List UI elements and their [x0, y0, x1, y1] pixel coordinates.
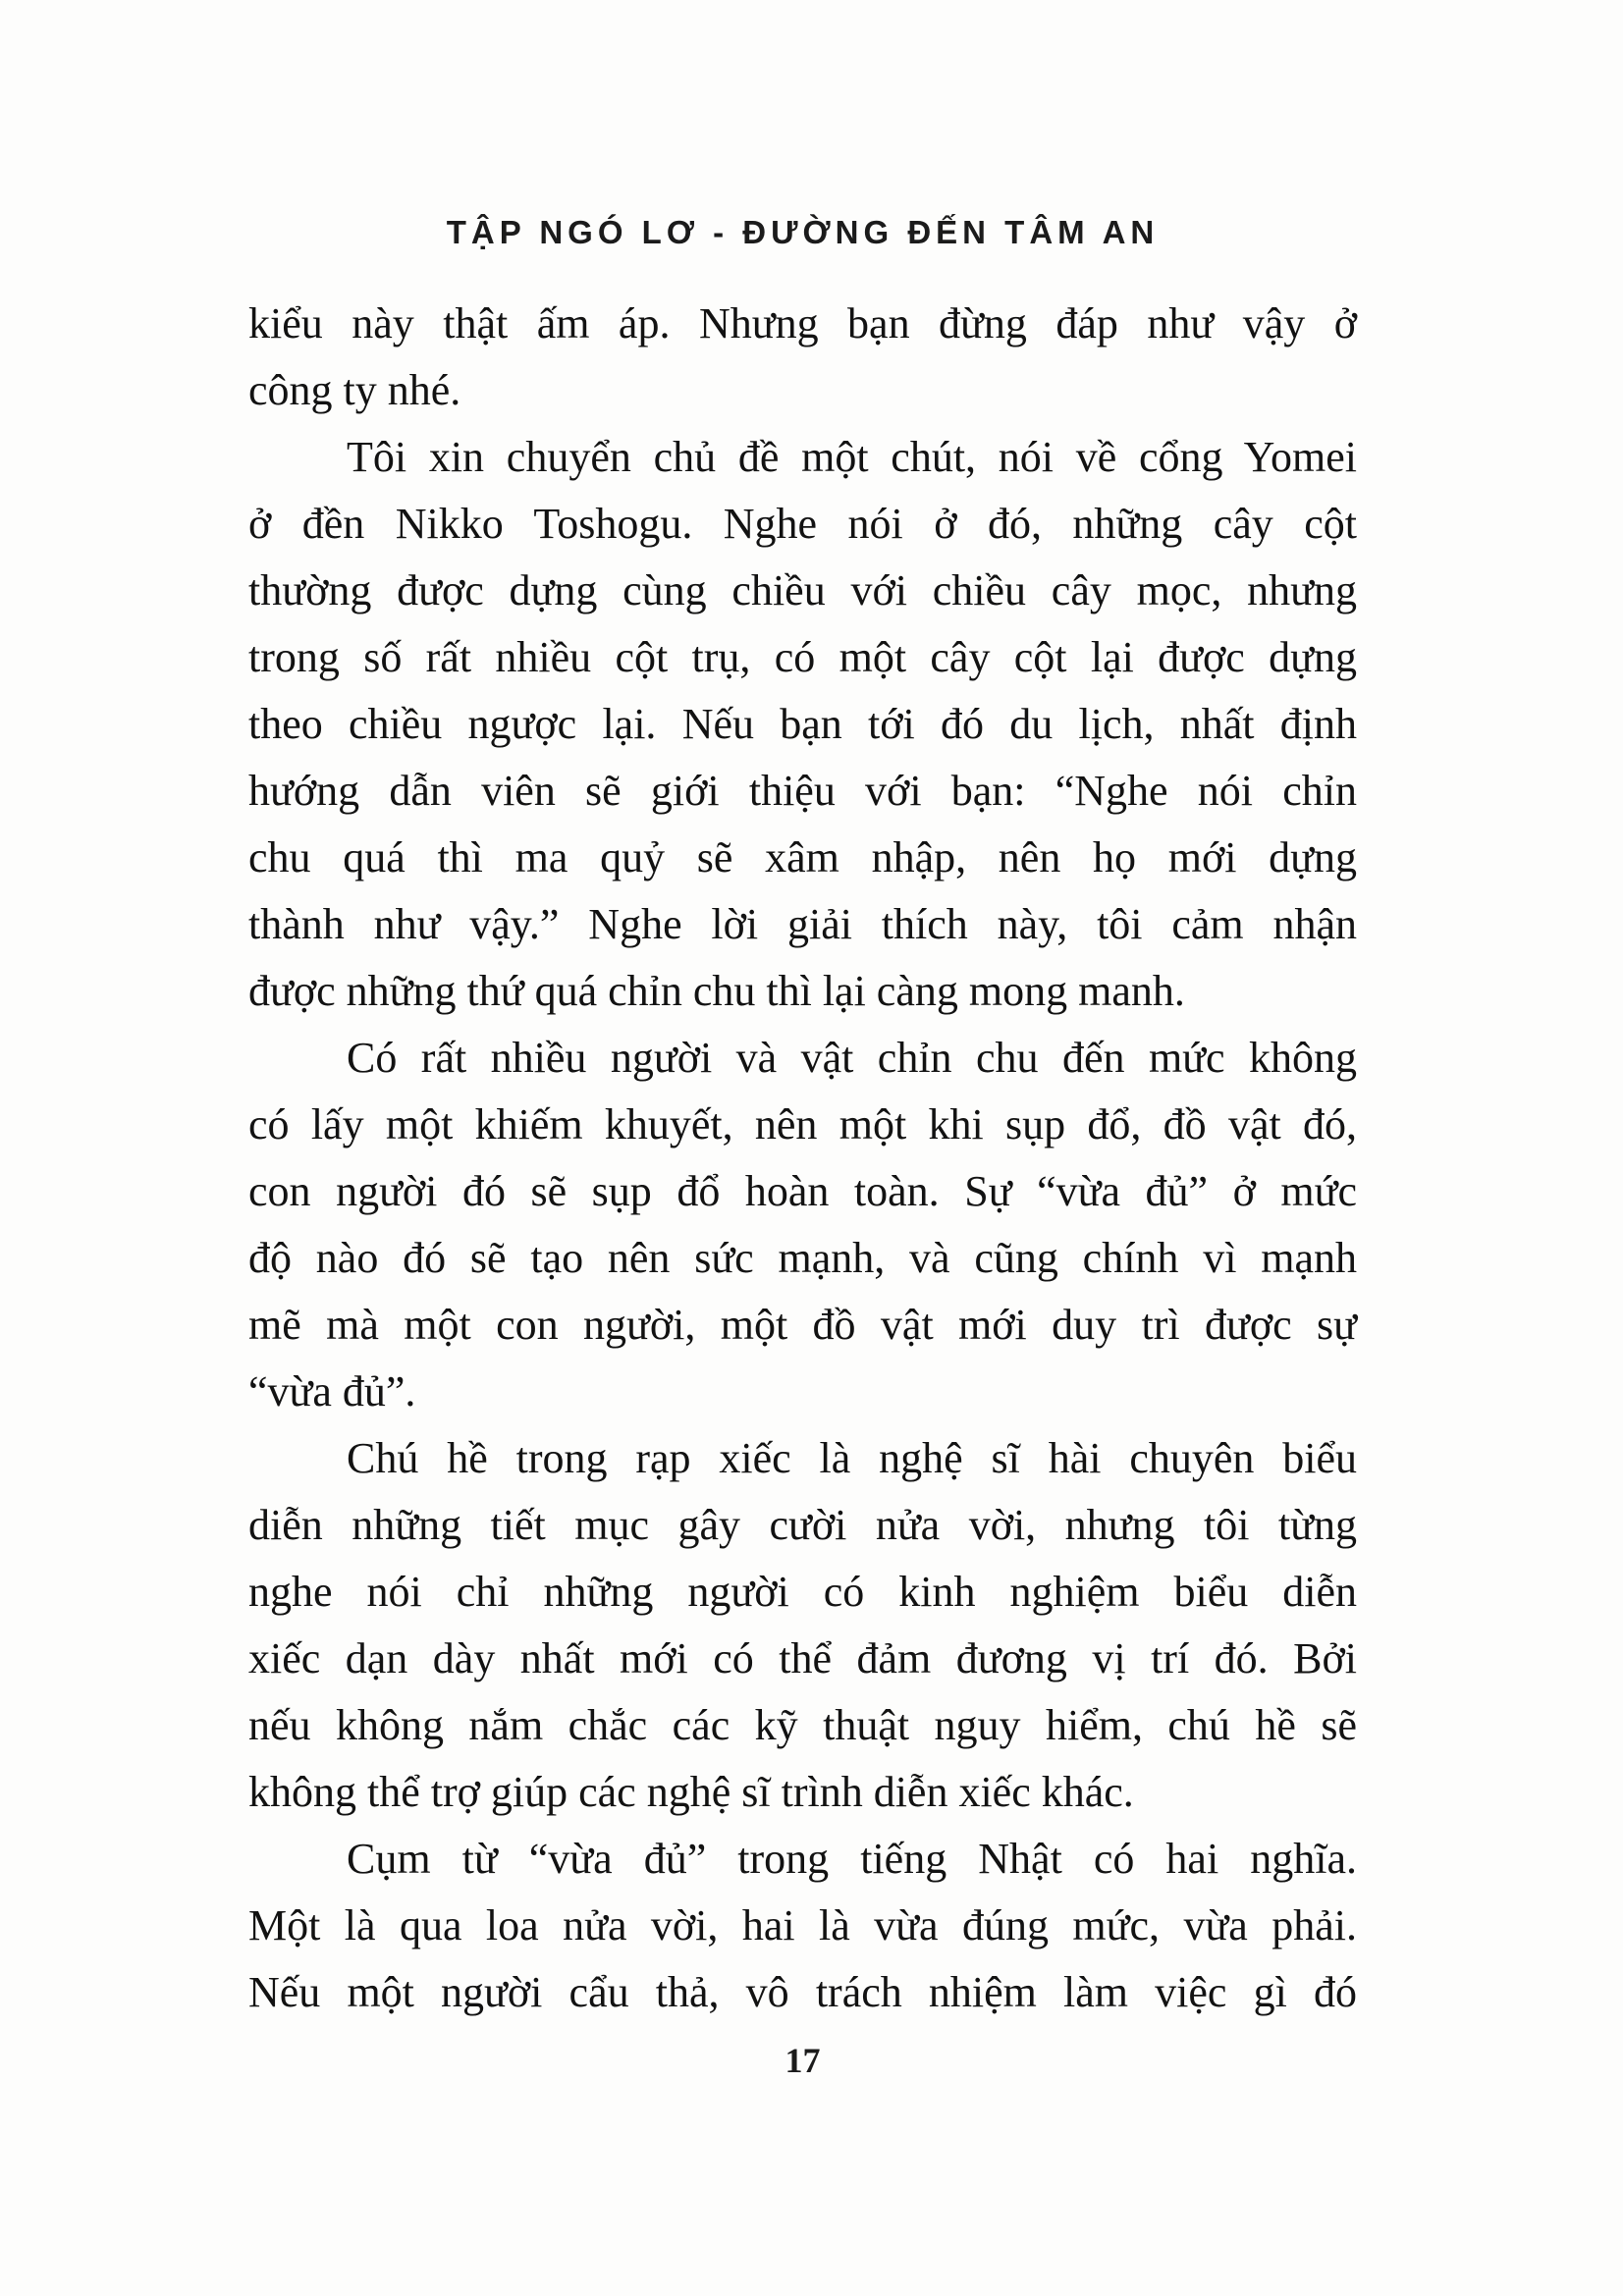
- text-line: thành như vậy.” Nghe lời giải thích này, tôi cảm nhận: [248, 900, 1357, 948]
- text-line: Có rất nhiều người và vật chỉn chu đến mức không: [347, 1034, 1357, 1082]
- text-line: Nếu một người cẩu thả, vô trách nhiệm làm việc gì đó: [248, 1968, 1357, 2016]
- page-header: TẬP NGÓ LƠ - ĐƯỜNG ĐẾN TÂM AN: [446, 214, 1160, 250]
- text-line: theo chiều ngược lại. Nếu bạn tới đó du lịch, nhất định: [248, 700, 1357, 748]
- text-line: xiếc dạn dày nhất mới có thể đảm đương vị trí đó. Bởi: [248, 1634, 1357, 1682]
- text-line: diễn những tiết mục gây cười nửa vời, nhưng tôi từng: [248, 1501, 1357, 1549]
- text-line: con người đó sẽ sụp đổ hoàn toàn. Sự “vừa đủ” ở mức: [248, 1167, 1357, 1215]
- text-line: có lấy một khiếm khuyết, nên một khi sụp đổ, đồ vật đó,: [248, 1100, 1357, 1148]
- text-line: công ty nhé.: [248, 366, 461, 414]
- text-line: kiểu này thật ấm áp. Nhưng bạn đừng đáp như vậy ở: [248, 299, 1357, 347]
- text-line: được những thứ quá chỉn chu thì lại càng mong manh.: [248, 967, 1185, 1015]
- text-line: ở đền Nikko Toshogu. Nghe nói ở đó, những cây cột: [248, 500, 1357, 548]
- text-line: Một là qua loa nửa vời, hai là vừa đúng mức, vừa phải.: [248, 1901, 1357, 1949]
- text-line: chu quá thì ma quỷ sẽ xâm nhập, nên họ mới dựng: [248, 833, 1357, 881]
- text-line: Chú hề trong rạp xiếc là nghệ sĩ hài chuyên biểu: [347, 1434, 1357, 1482]
- body-text: [248, 291, 1357, 2026]
- text-line: nếu không nắm chắc các kỹ thuật nguy hiểm, chú hề sẽ: [248, 1701, 1357, 1749]
- text-line: mẽ mà một con người, một đồ vật mới duy trì được sự: [248, 1301, 1357, 1349]
- text-line: Cụm từ “vừa đủ” trong tiếng Nhật có hai nghĩa.: [347, 1835, 1357, 1883]
- text-line: hướng dẫn viên sẽ giới thiệu với bạn: “Nghe nói chỉn: [248, 767, 1357, 815]
- page-number: 17: [784, 2041, 821, 2080]
- text-line: không thể trợ giúp các nghệ sĩ trình diễn xiếc khác.: [248, 1768, 1134, 1816]
- text-line: “vừa đủ”.: [248, 1367, 416, 1415]
- text-line: Tôi xin chuyển chủ đề một chút, nói về cổng Yomei: [347, 433, 1357, 481]
- text-line: nghe nói chỉ những người có kinh nghiệm biểu diễn: [248, 1568, 1357, 1616]
- text-line: trong số rất nhiều cột trụ, có một cây cột lại được dựng: [248, 633, 1357, 681]
- text-line: độ nào đó sẽ tạo nên sức mạnh, và cũng chính vì mạnh: [248, 1234, 1357, 1282]
- text-line: thường được dựng cùng chiều với chiều cây mọc, nhưng: [248, 566, 1357, 614]
